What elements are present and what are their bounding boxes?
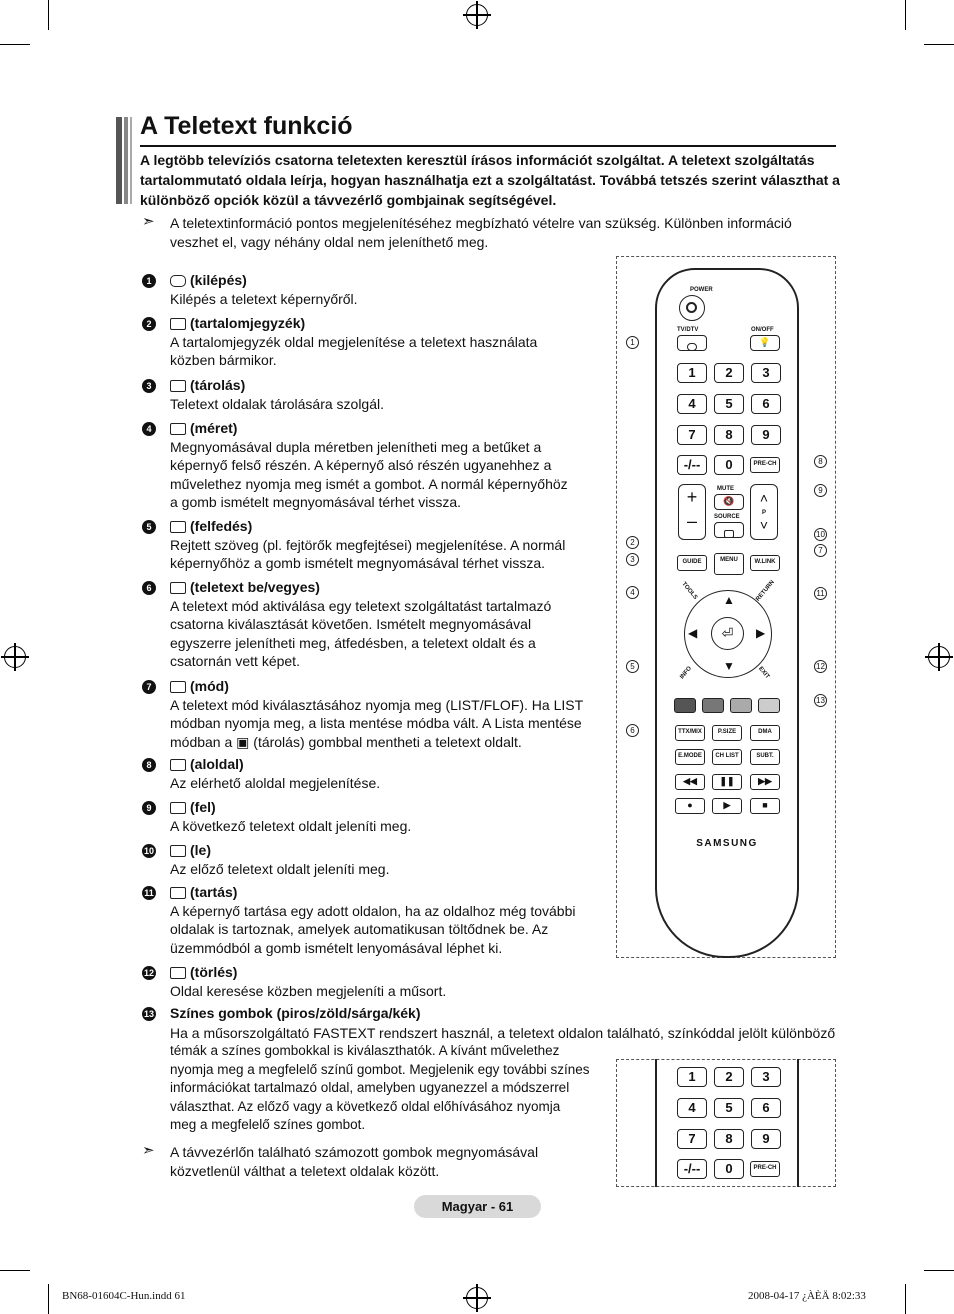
callout-marker: 10 [814, 528, 827, 541]
item-line: közben bármikor. [170, 352, 277, 368]
registration-mark-icon [466, 1287, 488, 1309]
callout-marker: 7 [814, 544, 827, 557]
item-13-line: témák a színes gombokkal is kiválaszthatók. A kívánt művelethez [170, 1043, 560, 1058]
item-number: 13 [143, 1009, 154, 1019]
note-2: A távvezérlőn található számozott gombok megnyomásával közvetlenül válthat a teletext oldalak között. [170, 1144, 539, 1179]
callout-marker: 8 [814, 455, 827, 468]
callout-marker: 5 [626, 660, 639, 673]
item-8 [170, 755, 610, 792]
item-line: oldalak is tartoznak, amelyek automatikusan töltődnek be. Az [170, 921, 549, 937]
item-title: (tartás) [190, 884, 238, 900]
volume-rocker[interactable]: + – [678, 484, 706, 540]
digit-7-button-detail[interactable]: 7 [677, 1129, 707, 1149]
crop-mark [924, 1270, 954, 1271]
digit-9-button-detail[interactable]: 9 [751, 1129, 781, 1149]
callout-marker: 4 [626, 586, 639, 599]
digit-0-detail[interactable]: 0 [714, 1159, 744, 1179]
item-line: módban nyomja meg, a lista mentése módba vált. A Lista mentése [170, 715, 582, 731]
digit-8-button[interactable]: 8 [714, 425, 744, 445]
item-number: 1 [142, 274, 156, 288]
item-line: egyszerre jelenítheti meg, átfedésben, a teletext oldalt és a [170, 634, 536, 651]
stop-button[interactable]: ■ [750, 798, 780, 814]
item-title: (tárolás) [190, 377, 246, 393]
item-line: Az elérhető aloldal megjelenítése. [170, 774, 381, 791]
item-4 [170, 419, 610, 512]
enter-icon[interactable]: ⏎ [711, 617, 744, 650]
digit-2-button-detail[interactable]: 2 [714, 1067, 744, 1087]
channel-rocker[interactable]: ˄ ˅ [750, 484, 778, 540]
pause-button[interactable]: ❚❚ [712, 774, 742, 790]
power-label: POWER [690, 287, 713, 293]
item-line: A képernyő tartása egy adott oldalon, ha az oldalhoz még további [170, 902, 576, 919]
item-2 [170, 314, 610, 370]
crop-mark [48, 0, 49, 30]
item-number: 2 [142, 317, 156, 331]
teletext-key-icon [170, 887, 186, 899]
teletext-key-icon [170, 845, 186, 857]
callout-marker: 1 [626, 336, 639, 349]
dash-button-detail[interactable]: -/-- [677, 1159, 707, 1179]
crop-mark [0, 44, 30, 45]
emode-button[interactable]: E.MODE [675, 749, 705, 765]
callout-marker: 6 [626, 724, 639, 737]
item-line: művelethez nyomja meg ismét a gombot. A normál képernyőhöz [170, 475, 568, 492]
item-line: Oldal keresése közben megjeleníti a műsort. [170, 982, 447, 999]
fastforward-button[interactable]: ▶▶ [750, 774, 780, 790]
digit-4-button[interactable]: 4 [677, 394, 707, 414]
prech-button[interactable]: PRE-CH [750, 457, 780, 473]
color-button[interactable] [674, 698, 696, 713]
item-13-line: meg a megfelelő színes gombot. [170, 1117, 366, 1132]
note-arrow-icon: ➣ [142, 1142, 155, 1159]
digit-8-button-detail[interactable]: 8 [714, 1129, 744, 1149]
item-number: 12 [143, 968, 154, 978]
item-number: 10 [143, 846, 154, 856]
item-3 [170, 376, 610, 413]
callout-marker: 9 [814, 484, 827, 497]
item-line: csatorna kiválasztását követően. Ismételt megnyomásával [170, 616, 532, 632]
digit-5-button-detail[interactable]: 5 [714, 1098, 744, 1118]
callout-marker: 13 [814, 694, 827, 707]
item-10 [170, 841, 610, 878]
dash-button[interactable]: -/-- [677, 455, 707, 475]
power-button[interactable] [679, 295, 705, 321]
onoff-button[interactable]: 💡 [750, 335, 780, 351]
digit-1-button[interactable]: 1 [677, 363, 707, 383]
page-footer: Magyar - 61 [414, 1195, 541, 1218]
crop-mark [0, 1270, 30, 1271]
color-button[interactable] [730, 698, 752, 713]
item-title: (felfedés) [190, 518, 253, 534]
brand-logo: SAMSUNG [696, 838, 758, 849]
wlink-button[interactable]: W.LINK [750, 555, 780, 571]
mute-button[interactable]: 🔇 [714, 494, 744, 510]
crop-mark [905, 0, 906, 30]
digit-3-button-detail[interactable]: 3 [751, 1067, 781, 1087]
exit-label: EXIT [757, 665, 771, 681]
teletext-key-icon [170, 318, 186, 330]
item-number: 9 [142, 801, 156, 815]
teletext-key-icon [170, 521, 186, 533]
item-number: 4 [142, 422, 156, 436]
item-6 [170, 578, 610, 671]
item-number: 3 [142, 379, 156, 393]
teletext-key-icon [170, 423, 186, 435]
item-13-line: információkat tartalmazó oldal, amelyben ugyanezzel a módszerrel [170, 1080, 570, 1095]
item-13-line: választhat. Az előző vagy a következő oldal előhívásához nyomja [170, 1098, 561, 1114]
intro-text: A legtöbb televíziós csatorna teletexten keresztül írásos információt szolgáltat. A teletext szolgáltatás tartalommutató oldala leírja, hogyan használhatja ezt a szolgáltatást. Továbbá tetszés szerint választhat a különböző opciók közül a távvezérlő gombjainak segítségével. [140, 152, 840, 208]
callout-marker: 12 [814, 660, 827, 673]
teletext-key-icon [170, 681, 186, 693]
item-line: A teletext mód aktiválása egy teletext szolgáltatást tartalmazó [170, 597, 552, 614]
item-line: üzemmódból a gomb ismételt lenyomásával léphet ki. [170, 939, 503, 956]
item-line: Rejtett szöveg (pl. fejtörők megfejtései) megjelenítése. A normál [170, 536, 566, 553]
note-arrow-icon: ➣ [142, 213, 155, 230]
item-title: (törlés) [190, 964, 238, 980]
digit-5-button[interactable]: 5 [714, 394, 744, 414]
item-title: (teletext be/vegyes) [190, 579, 320, 595]
item-13-line: nyomja meg a megfelelő színű gombot. Megjelenik egy további színes [170, 1061, 590, 1077]
item-13-line: Ha a műsorszolgáltató FASTEXT rendszert használ, a teletext oldalon található, színkóddal jelölt különböző [170, 1025, 836, 1041]
item-7 [170, 677, 610, 751]
tvdtv-button[interactable] [677, 335, 707, 351]
prech-detail[interactable]: PRE-CH [750, 1161, 780, 1177]
callout-marker: 2 [626, 536, 639, 549]
remote-control [655, 268, 799, 958]
crop-mark [924, 44, 954, 45]
note-1: A teletextinformáció pontos megjelenítéséhez megbízható vételre van szükség. Különben információ veszhet el, vagy néhány oldal nem jeleníthető meg. [170, 215, 792, 250]
item-title: (kilépés) [190, 272, 247, 288]
item-number: 5 [142, 520, 156, 534]
digit-1-button-detail[interactable]: 1 [677, 1067, 707, 1087]
return-label: RETURN [755, 579, 776, 603]
item-12 [170, 963, 610, 1000]
item-line: képernyőhöz a gomb ismételt megnyomásával térhet vissza. [170, 555, 546, 571]
chlist-button[interactable]: CH LIST [712, 749, 742, 765]
subt-button[interactable]: SUBT. [750, 749, 780, 765]
item-line: A tartalomjegyzék oldal megjelenítése a teletext használata [170, 333, 538, 350]
item-line: Az előző teletext oldalt jeleníti meg. [170, 860, 390, 877]
item-line: A következő teletext oldalt jeleníti meg. [170, 817, 412, 834]
psize-button[interactable]: P.SIZE [712, 725, 742, 741]
source-label: SOURCE [714, 514, 740, 520]
record-button[interactable]: ● [675, 798, 705, 814]
teletext-key-icon [170, 380, 186, 392]
item-line: módban a ▣ (tárolás) gombbal mentheti a teletext oldalt. [170, 733, 522, 750]
p-label: P [762, 510, 767, 516]
item-number: 8 [142, 758, 156, 772]
digit-6-button-detail[interactable]: 6 [751, 1098, 781, 1118]
source-button[interactable] [714, 522, 744, 538]
item-title: (méret) [190, 420, 238, 436]
dma-button[interactable]: DMA [750, 725, 780, 741]
onoff-label: ON/OFF [751, 327, 774, 333]
title-rule [140, 145, 836, 147]
digit-7-button[interactable]: 7 [677, 425, 707, 445]
mute-label: MUTE [717, 486, 734, 492]
item-1 [170, 271, 610, 308]
tools-label: TOOLS [680, 581, 699, 601]
item-number: 6 [142, 581, 156, 595]
teletext-key-icon [170, 759, 186, 771]
rewind-button[interactable]: ◀◀ [675, 774, 705, 790]
item-5 [170, 517, 610, 573]
tvdtv-label: TV/DTV [677, 327, 699, 333]
callout-marker: 11 [814, 587, 827, 600]
item-11 [170, 883, 610, 957]
item-line: Megnyomásával dupla méretben jelenítheti meg a betűket a [170, 438, 542, 455]
ttx-mix-button[interactable]: TTX/MIX [675, 725, 705, 741]
crop-mark [905, 1284, 906, 1314]
digit-0-button[interactable]: 0 [714, 455, 744, 475]
callout-marker: 3 [626, 553, 639, 566]
digit-2-button[interactable]: 2 [714, 363, 744, 383]
registration-mark-icon [466, 4, 488, 26]
guide-button[interactable]: GUIDE [677, 555, 707, 571]
item-title: (tartalomjegyzék) [190, 315, 306, 331]
dpad[interactable]: ▲ ▼ ◀ ▶ ⏎ [684, 590, 772, 678]
digit-9-button[interactable]: 9 [751, 425, 781, 445]
teletext-key-icon [170, 967, 186, 979]
item-line: képernyő felső részén. A képernyő alsó részén ugyanehhez a [170, 457, 552, 473]
keypad-detail [655, 1059, 799, 1187]
item-line: csatornán vett képet. [170, 653, 300, 669]
play-button[interactable]: ▶ [712, 798, 742, 814]
digit-6-button[interactable]: 6 [751, 394, 781, 414]
slug-left: BN68-01604C-Hun.indd 61 [62, 1290, 186, 1302]
item-title: (mód) [190, 678, 229, 694]
item-9 [170, 798, 610, 835]
teletext-key-icon [170, 582, 186, 594]
item-13-body [170, 1042, 610, 1135]
registration-mark-icon [928, 646, 950, 668]
info-label: INFO [679, 665, 694, 681]
item-number: 11 [142, 886, 156, 900]
digit-4-button-detail[interactable]: 4 [677, 1098, 707, 1118]
registration-mark-icon [4, 646, 26, 668]
item-line: a gomb ismételt megnyomásával térhet vissza. [170, 494, 462, 510]
item-line: A teletext mód kiválasztásához nyomja meg (LIST/FLOF). Ha LIST [170, 696, 584, 713]
menu-button[interactable]: MENU [714, 553, 744, 575]
item-title: (fel) [190, 799, 216, 815]
item-line: Kilépés a teletext képernyőről. [170, 290, 358, 307]
slug-right: 2008-04-17 ¿ÀÈÄ 8:02:33 [748, 1290, 866, 1302]
color-button[interactable] [702, 698, 724, 713]
teletext-key-icon [170, 275, 186, 287]
item-title: (le) [190, 842, 211, 858]
page-title: A Teletext funkció [140, 112, 353, 140]
item-number: 7 [142, 680, 156, 694]
item-title: (aloldal) [190, 756, 244, 772]
crop-mark [48, 1284, 49, 1314]
teletext-key-icon [170, 802, 186, 814]
digit-3-button[interactable]: 3 [751, 363, 781, 383]
item-line: Teletext oldalak tárolására szolgál. [170, 395, 385, 412]
item-13-title: Színes gombok (piros/zöld/sárga/kék) [170, 1005, 421, 1021]
color-button[interactable] [758, 698, 780, 713]
